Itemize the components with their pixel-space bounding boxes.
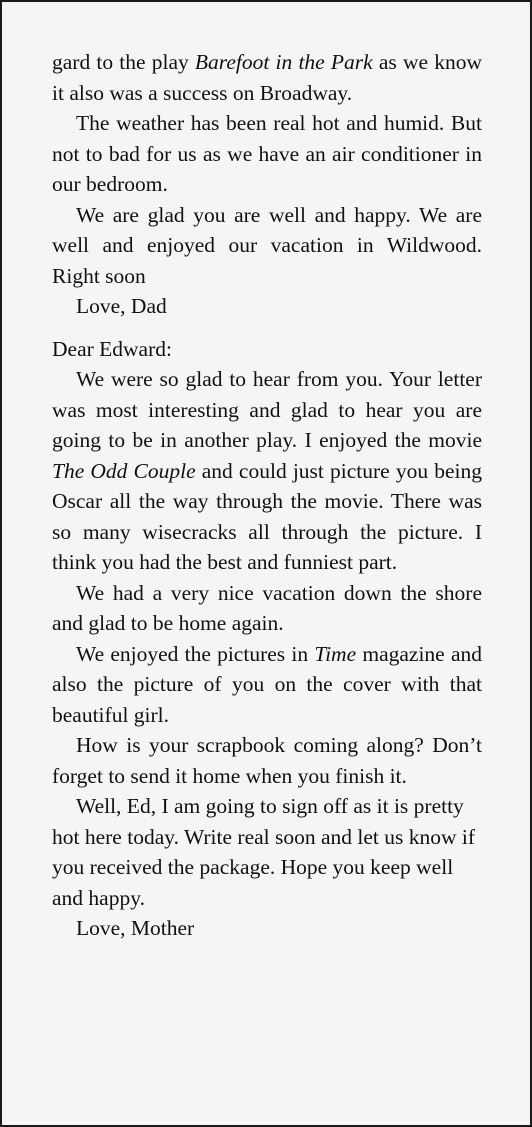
mother-paragraph-2: We had a very nice vacation down the shore and glad to be home again. bbox=[52, 580, 482, 635]
mother-paragraph-3: We enjoyed the pictures in Time magazine and also the picture of you on the cover with that beautiful girl. bbox=[52, 641, 482, 727]
mother-paragraph-5: Well, Ed, I am going to sign off as it is pretty hot here today. Write real soon and let us know if you received the package. Hope you keep well and happy. bbox=[52, 794, 476, 910]
dad-signoff: Love, Dad bbox=[76, 294, 167, 318]
dad-paragraph-1: gard to the play Barefoot in the Park as we know it also was a success on Broadway. bbox=[52, 50, 482, 105]
magazine-title: Time bbox=[314, 641, 357, 666]
dad-paragraph-3: We are glad you are well and happy. We are well and enjoyed our vacation in Wildwood. Right soon bbox=[52, 202, 482, 288]
mother-signoff: Love, Mother bbox=[76, 916, 195, 940]
movie-title: The Odd Couple bbox=[52, 458, 196, 483]
mother-paragraph-1: We were so glad to hear from you. Your letter was most interesting and glad to hear you are going to be in another play. I enjoyed the movie The Odd Couple and could just picture you being Oscar all the way through the movie. There was so many wisecracks all through the picture. I think you had the best and funniest part. bbox=[52, 367, 482, 574]
letter-from-dad bbox=[52, 47, 482, 322]
mother-greeting: Dear Edward: bbox=[52, 336, 172, 361]
dad-paragraph-2: The weather has been real hot and humid. But not to bad for us as we have an air conditioner in our bedroom. bbox=[52, 111, 482, 196]
mother-paragraph-4: How is your scrapbook coming along? Don’t forget to send it home when you finish it. bbox=[52, 733, 482, 788]
letter-from-mother bbox=[52, 334, 482, 944]
play-title: Barefoot in the Park bbox=[194, 50, 373, 74]
